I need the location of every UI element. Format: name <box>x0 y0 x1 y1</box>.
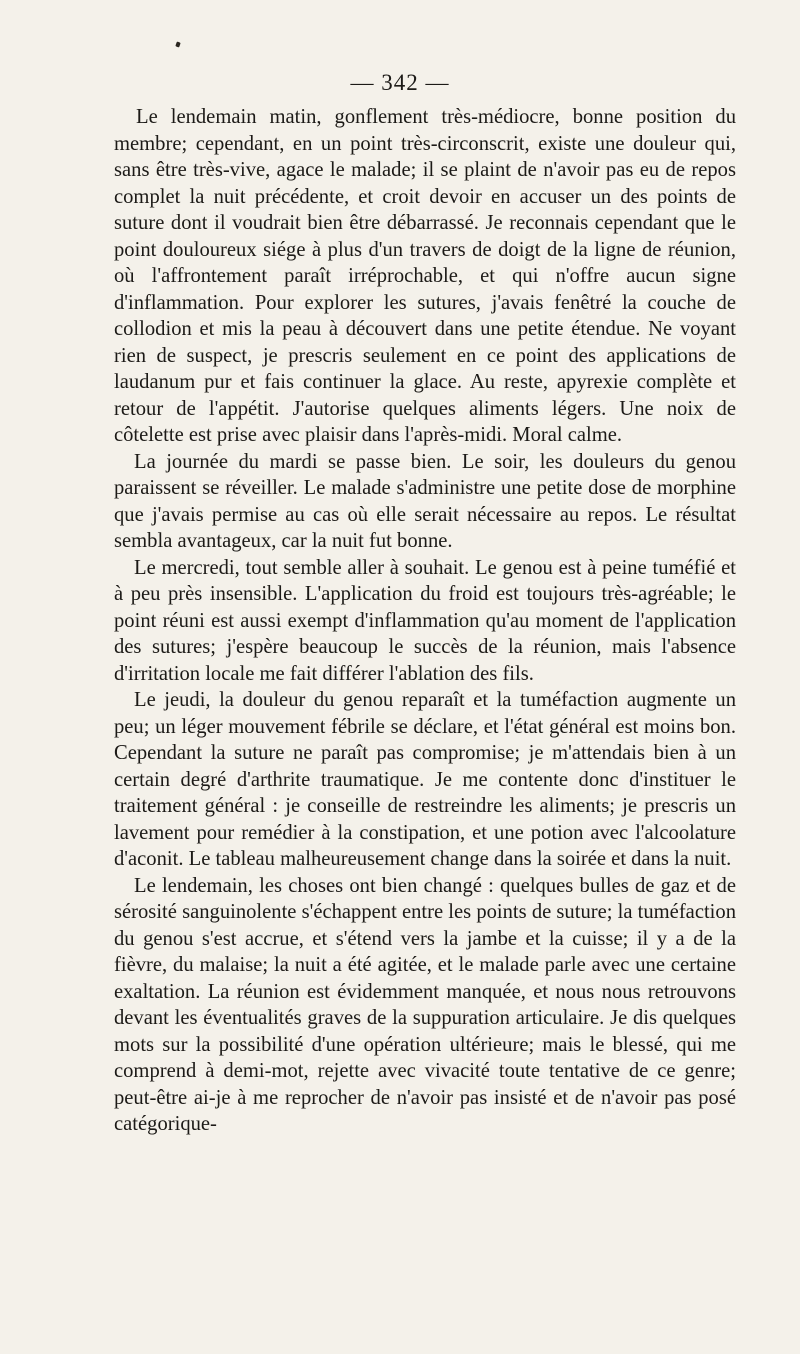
paragraph: La journée du mardi se passe bien. Le soir, les douleurs du genou paraissent se réveiller. Le malade s'administre une petite dose de morphine que j'avais permise au cas où elle serait nécessaire au repos. Le résultat sembla avantageux, car la nuit fut bonne. <box>114 450 736 552</box>
paragraph: Le lendemain, les choses ont bien changé : quelques bulles de gaz et de sérosité sanguinolente s'échappent entre les points de suture; la tuméfaction du genou s'est accrue, et s'étend vers la jambe et la cuisse; il y a de la fièvre, du malaise; la nuit a été agitée, et le malade parle avec une certaine exaltation. La réunion est évidemment manquée, et nous nous retrouvons devant les éventualités graves de la suppuration articulaire. Je dis quelques mots sur la possibilité d'une opération ultérieure; mais le blessé, qui me comprend à demi-mot, rejette avec vivacité toute tentative de ce genre; peut-être ai-je à me reprocher de n'avoir pas insisté et de n'avoir pas posé catégorique- <box>114 874 736 1135</box>
ink-speck <box>175 41 180 47</box>
paragraph: Le jeudi, la douleur du genou reparaît et la tuméfaction augmente un peu; un léger mouvement fébrile se déclare, et l'état général est moins bon. Cependant la suture ne paraît pas compromise; je m'attendais bien à un certain degré d'arthrite traumatique. Je me contente donc d'instituer le traitement général : je conseille de restreindre les aliments; je prescris un lavement pour remédier à la constipation, et une potion avec l'alcoolature d'aconit. Le tableau malheureusement change dans la soirée et dans la nuit. <box>114 689 736 870</box>
paragraph: Le lendemain matin, gonflement très-médiocre, bonne position du membre; cependant, en un point très-circonscrit, existe une douleur qui, sans être très-vive, agace le malade; il se plaint de n'avoir pas eu de repos complet la nuit précédente, et croit devoir en accuser un des points de suture dont il voudrait bien être débarrassé. Je reconnais cependant que le point douloureux siége à plus d'un travers de doigt de la ligne de réunion, où l'affrontement paraît irréprochable, et qui n'offre aucun signe d'inflammation. Pour explorer les sutures, j'avais fenêtré la couche de collodion et mis la peau à découvert dans une petite étendue. Ne voyant rien de suspect, je prescris seulement en ce point des applications de laudanum pur et fais continuer la glace. Au reste, apyrexie complète et retour de l'appétit. J'autorise quelques aliments légers. Une noix de côtelette est prise avec plaisir dans l'après-midi. Moral calme. <box>114 106 736 446</box>
paragraph: Le mercredi, tout semble aller à souhait. Le genou est à peine tuméfié et à peu près insensible. L'application du froid est toujours très-agréable; le point réuni est aussi exempt d'inflammation qu'au moment de l'application des sutures; j'espère beaucoup le succès de la réunion, mais l'absence d'irritation locale me fait différer l'ablation des fils. <box>114 556 736 685</box>
body-text <box>114 104 736 1138</box>
page-number: — 342 — <box>350 70 450 95</box>
